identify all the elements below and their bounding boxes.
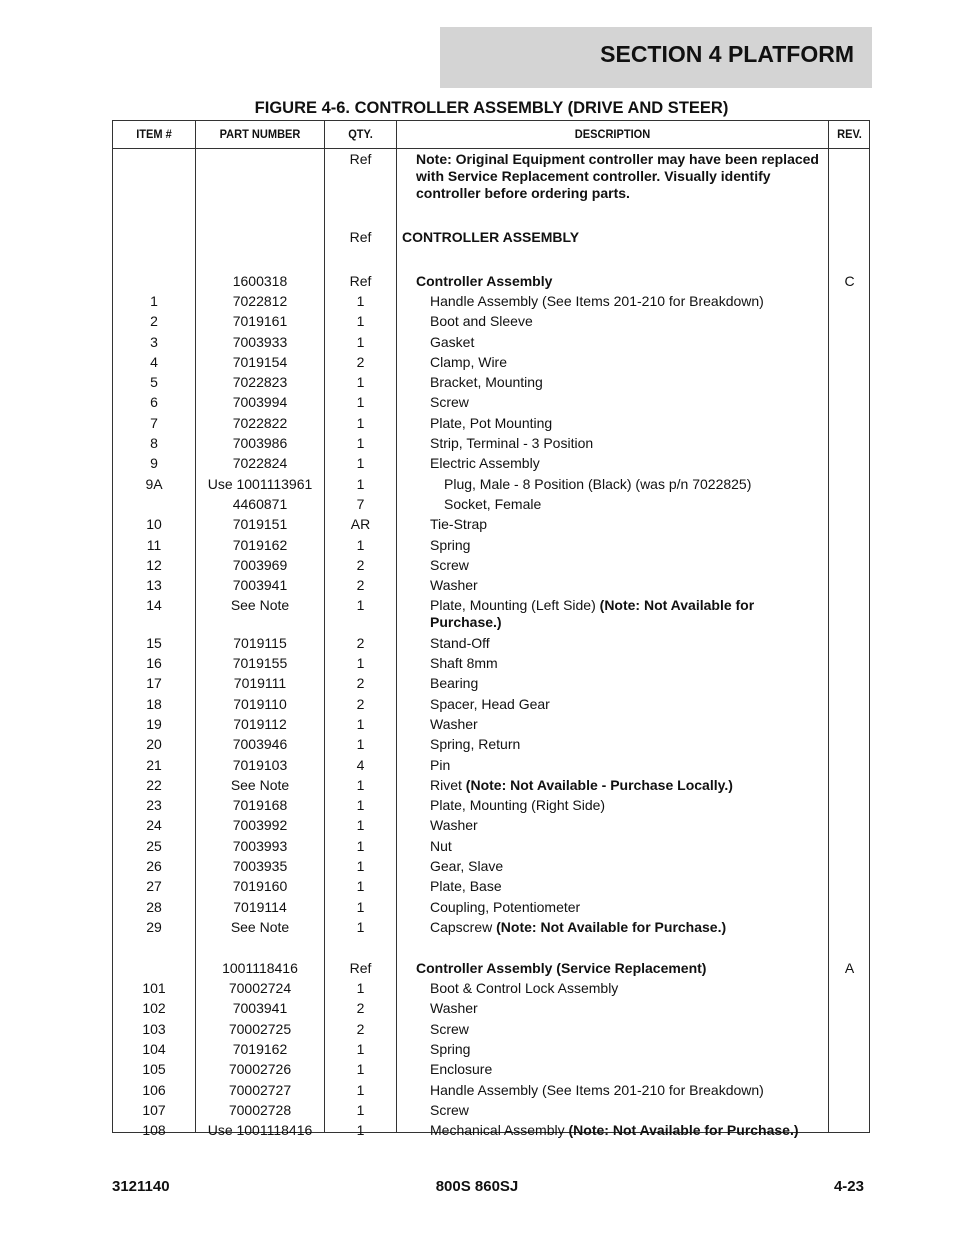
item-number: 20: [146, 736, 162, 753]
description-text: Spring: [430, 1040, 471, 1057]
item-number: 18: [146, 695, 162, 712]
revision: A: [844, 959, 855, 976]
description: [430, 1041, 825, 1058]
quantity: 2: [356, 1000, 365, 1017]
description: [430, 919, 825, 936]
description-text: Gear, Slave: [430, 858, 504, 874]
description: [430, 777, 825, 794]
part-number: See Note: [230, 776, 290, 793]
description-text: Electric Assembly: [430, 455, 540, 472]
description-text: Bracket, Mounting: [430, 374, 543, 391]
part-number: See Note: [230, 597, 290, 614]
footer-doc-number: 3121140: [112, 1178, 170, 1195]
quantity: 1: [356, 1061, 365, 1078]
description: [444, 496, 825, 513]
description-note: Controller Assembly: [416, 272, 553, 289]
quantity: Ref: [349, 228, 372, 245]
description-text: Boot and Sleeve: [430, 313, 533, 330]
item-number: 106: [142, 1081, 166, 1098]
part-number: 7003986: [232, 435, 288, 451]
part-number: 70002724: [228, 980, 292, 996]
description-text: Washer: [430, 715, 478, 732]
description: [430, 293, 825, 310]
quantity: 1: [356, 837, 365, 854]
part-number: 7019151: [232, 516, 288, 533]
part-number: 7003946: [232, 736, 288, 753]
quantity: Ref: [349, 151, 372, 167]
item-number: 105: [142, 1061, 166, 1078]
header-item: ITEM #: [136, 127, 172, 141]
quantity: 1: [356, 918, 365, 935]
item-number: 101: [142, 980, 166, 996]
quantity: 2: [356, 353, 365, 370]
description: [430, 1102, 825, 1119]
quantity: 1: [356, 817, 365, 834]
item-number: 2: [150, 313, 158, 330]
item-number: 24: [146, 817, 162, 834]
quantity: 1: [356, 597, 365, 614]
part-number: 7019154: [232, 353, 288, 370]
part-number: 7019155: [232, 655, 288, 671]
description: [430, 736, 825, 753]
quantity: AR: [350, 516, 371, 533]
description: [430, 597, 825, 631]
description: [402, 229, 825, 246]
description-text: Handle Assembly (See Items 201-210 for Breakdown): [430, 1081, 764, 1098]
description-text: Screw: [430, 1020, 469, 1037]
description-text: Screw: [430, 1101, 469, 1118]
description-note: (Note: Not Available - Purchase Locally.): [465, 776, 733, 793]
header-divider: [113, 148, 869, 149]
quantity: 1: [356, 333, 365, 350]
description-text: Spacer, Head Gear: [430, 695, 550, 712]
quantity: Ref: [349, 272, 372, 289]
quantity: 1: [356, 736, 365, 753]
item-number: 13: [146, 577, 162, 594]
description-text: Gasket: [430, 333, 475, 350]
part-number: 1600318: [232, 272, 288, 289]
description: [430, 716, 825, 733]
description: [444, 476, 825, 493]
description: [430, 435, 825, 452]
part-number: 7019115: [233, 634, 287, 651]
part-number: Use 1001113961: [207, 475, 313, 492]
quantity: 1: [356, 715, 365, 732]
part-number: 7019114: [233, 898, 287, 915]
item-number: 8: [150, 435, 158, 451]
part-number: 7019110: [233, 695, 287, 712]
description: [430, 557, 825, 574]
quantity: 1: [356, 435, 365, 451]
part-number: 7019160: [232, 878, 288, 895]
quantity: 4: [356, 756, 365, 773]
part-number: 7003933: [232, 333, 288, 350]
description-text: Tie-Strap: [430, 516, 488, 533]
item-number: 17: [146, 675, 162, 692]
part-number: 7019168: [232, 797, 288, 814]
description: [430, 455, 825, 472]
part-number: 7003993: [232, 837, 288, 854]
item-number: 19: [146, 715, 162, 732]
item-number: 7: [150, 414, 158, 431]
item-number: 108: [142, 1122, 166, 1139]
description-text: Coupling, Potentiometer: [430, 898, 581, 915]
description-text: Screw: [430, 394, 469, 411]
description: [430, 516, 825, 533]
description-note: CONTROLLER ASSEMBLY: [402, 228, 580, 245]
quantity: 1: [356, 858, 365, 874]
description: [430, 696, 825, 713]
quantity: 1: [356, 1101, 365, 1118]
quantity: 1: [356, 1040, 365, 1057]
description-text: Plate, Base: [430, 878, 502, 895]
description: [416, 151, 825, 202]
description-note: (Note: Not Available for Purchase.): [568, 1122, 799, 1139]
part-number: 7003969: [232, 556, 288, 573]
revision: C: [844, 272, 855, 289]
description: [430, 537, 825, 554]
description: [430, 394, 825, 411]
description: [430, 838, 825, 855]
part-number: 7022812: [232, 292, 288, 309]
quantity: 2: [356, 556, 365, 573]
description-text: Plate, Mounting (Right Side): [430, 797, 606, 814]
quantity: 7: [356, 495, 365, 512]
header-qty: QTY.: [348, 127, 373, 141]
part-number: 7019112: [233, 715, 287, 732]
description-text: Nut: [430, 837, 452, 854]
part-number: 7019162: [232, 536, 288, 553]
part-number: 4460871: [232, 495, 288, 512]
item-number: 23: [146, 797, 162, 814]
description: [430, 878, 825, 895]
quantity: Ref: [349, 959, 372, 976]
item-number: 9: [150, 455, 158, 472]
item-number: 27: [146, 878, 162, 895]
item-number: 16: [146, 655, 162, 671]
description: [430, 374, 825, 391]
description: [430, 1000, 825, 1017]
description: [430, 817, 825, 834]
figure-title: FIGURE 4-6. CONTROLLER ASSEMBLY (DRIVE AND STEER): [254, 99, 729, 117]
item-number: 102: [142, 1000, 166, 1017]
column-divider: [396, 121, 397, 1132]
description-text: Rivet: [430, 776, 466, 793]
quantity: 1: [356, 313, 365, 330]
part-number: 7003935: [232, 858, 288, 874]
item-number: 5: [150, 374, 158, 391]
description-text: Plate, Pot Mounting: [430, 414, 553, 431]
quantity: 2: [356, 695, 365, 712]
description: [430, 757, 825, 774]
description-note: Note: Original Equipment controller may have been replaced with Service Replacement controller. Visually identify controller before ordering parts.: [416, 151, 819, 201]
description: [416, 960, 825, 977]
item-number: 21: [146, 756, 162, 773]
item-number: 6: [150, 394, 158, 411]
description: [430, 1122, 825, 1139]
quantity: 2: [356, 1020, 365, 1037]
quantity: 1: [356, 394, 365, 411]
quantity: 1: [356, 374, 365, 391]
parts-table: [112, 120, 870, 1139]
part-number: 7019103: [232, 756, 288, 773]
description-text: Clamp, Wire: [430, 353, 508, 370]
description: [430, 577, 825, 594]
item-number: 11: [146, 536, 162, 553]
part-number: 70002727: [228, 1081, 292, 1098]
item-number: 4: [150, 353, 158, 370]
description: [430, 899, 825, 916]
part-number: 7019161: [232, 313, 288, 330]
quantity: 1: [356, 1122, 365, 1139]
description: [430, 858, 825, 875]
part-number: 7022824: [232, 455, 288, 472]
part-number: Use 1001118416: [207, 1122, 313, 1139]
description-text: Mechanical Assembly: [430, 1122, 569, 1139]
quantity: 1: [356, 776, 365, 793]
part-number: 7003941: [232, 1000, 288, 1017]
item-number: 22: [146, 776, 162, 793]
item-number: 28: [146, 898, 162, 915]
part-number: 7003994: [232, 394, 288, 411]
description: [430, 1061, 825, 1078]
item-number: 12: [146, 556, 162, 573]
description-text: Enclosure: [430, 1061, 493, 1078]
description-text: Spring, Return: [430, 736, 521, 753]
quantity: 1: [356, 455, 365, 472]
description: [430, 1082, 825, 1099]
quantity: 1: [356, 536, 365, 553]
footer-model: 800S 860SJ: [435, 1178, 519, 1195]
description: [430, 354, 825, 371]
description-text: Bearing: [430, 675, 479, 692]
description-text: Plug, Male - 8 Position (Black) (was p/n 7022825): [444, 475, 752, 492]
section-title: SECTION 4 PLATFORM: [600, 41, 854, 67]
description: [430, 313, 825, 330]
description-text: Pin: [430, 756, 451, 773]
quantity: 1: [356, 475, 365, 492]
part-number: 7003992: [232, 817, 288, 834]
description-text: Screw: [430, 556, 469, 573]
part-number: 70002726: [228, 1061, 292, 1078]
description-text: Shaft 8mm: [430, 655, 498, 671]
item-number: 9A: [145, 475, 163, 492]
item-number: 15: [146, 634, 162, 651]
description-text: Washer: [430, 817, 478, 834]
description: [430, 797, 825, 814]
description-text: Spring: [430, 536, 471, 553]
quantity: 1: [356, 292, 365, 309]
part-number: 70002728: [228, 1101, 292, 1118]
description-note: Controller Assembly (Service Replacement): [416, 959, 707, 976]
item-number: 14: [146, 597, 162, 614]
description: [430, 334, 825, 351]
description-text: Strip, Terminal - 3 Position: [430, 435, 594, 451]
part-number: See Note: [230, 918, 290, 935]
header-rev: REV.: [837, 127, 862, 141]
item-number: 29: [146, 918, 162, 935]
part-number: 7022822: [232, 414, 288, 431]
quantity: 1: [356, 878, 365, 895]
quantity: 1: [356, 980, 365, 996]
part-number: 7019111: [233, 675, 287, 692]
quantity: 2: [356, 675, 365, 692]
part-number: 70002725: [228, 1020, 292, 1037]
quantity: 1: [356, 1081, 365, 1098]
footer-page-number: 4-23: [833, 1178, 864, 1195]
header-description: DESCRIPTION: [574, 127, 651, 141]
part-number: 7019162: [232, 1040, 288, 1057]
quantity: 1: [356, 797, 365, 814]
item-number: 3: [150, 333, 158, 350]
item-number: 25: [146, 837, 162, 854]
item-number: 103: [142, 1020, 166, 1037]
description-text: Washer: [430, 1000, 478, 1017]
description-text: Handle Assembly (See Items 201-210 for Breakdown): [430, 292, 764, 309]
item-number: 107: [142, 1101, 166, 1118]
header-part-number: PART NUMBER: [219, 127, 301, 141]
quantity: 1: [356, 655, 365, 671]
description-text: Socket, Female: [444, 495, 542, 512]
description: [430, 635, 825, 652]
quantity: 1: [356, 898, 365, 915]
description-text: Plate, Mounting (Left Side): [430, 597, 600, 614]
quantity: 2: [356, 634, 365, 651]
description-text: Stand-Off: [430, 634, 490, 651]
quantity: 2: [356, 577, 365, 594]
quantity: 1: [356, 414, 365, 431]
description-text: Capscrew: [430, 918, 497, 935]
description-note: (Note: Not Available for Purchase.): [496, 918, 727, 935]
description: [430, 415, 825, 432]
item-number: 104: [142, 1040, 166, 1057]
description-note: (Note: Not Available for Purchase.): [430, 597, 755, 631]
description: [416, 273, 825, 290]
description-text: Washer: [430, 577, 478, 594]
section-banner: [440, 27, 872, 88]
item-number: 10: [146, 516, 162, 533]
description-text: Boot & Control Lock Assembly: [430, 980, 619, 996]
description: [430, 980, 825, 997]
part-number: 1001118416: [222, 959, 298, 976]
item-number: 1: [150, 292, 158, 309]
item-number: 26: [146, 858, 162, 874]
description: [430, 655, 825, 672]
description: [430, 675, 825, 692]
description: [430, 1021, 825, 1038]
part-number: 7003941: [232, 577, 288, 594]
part-number: 7022823: [232, 374, 288, 391]
